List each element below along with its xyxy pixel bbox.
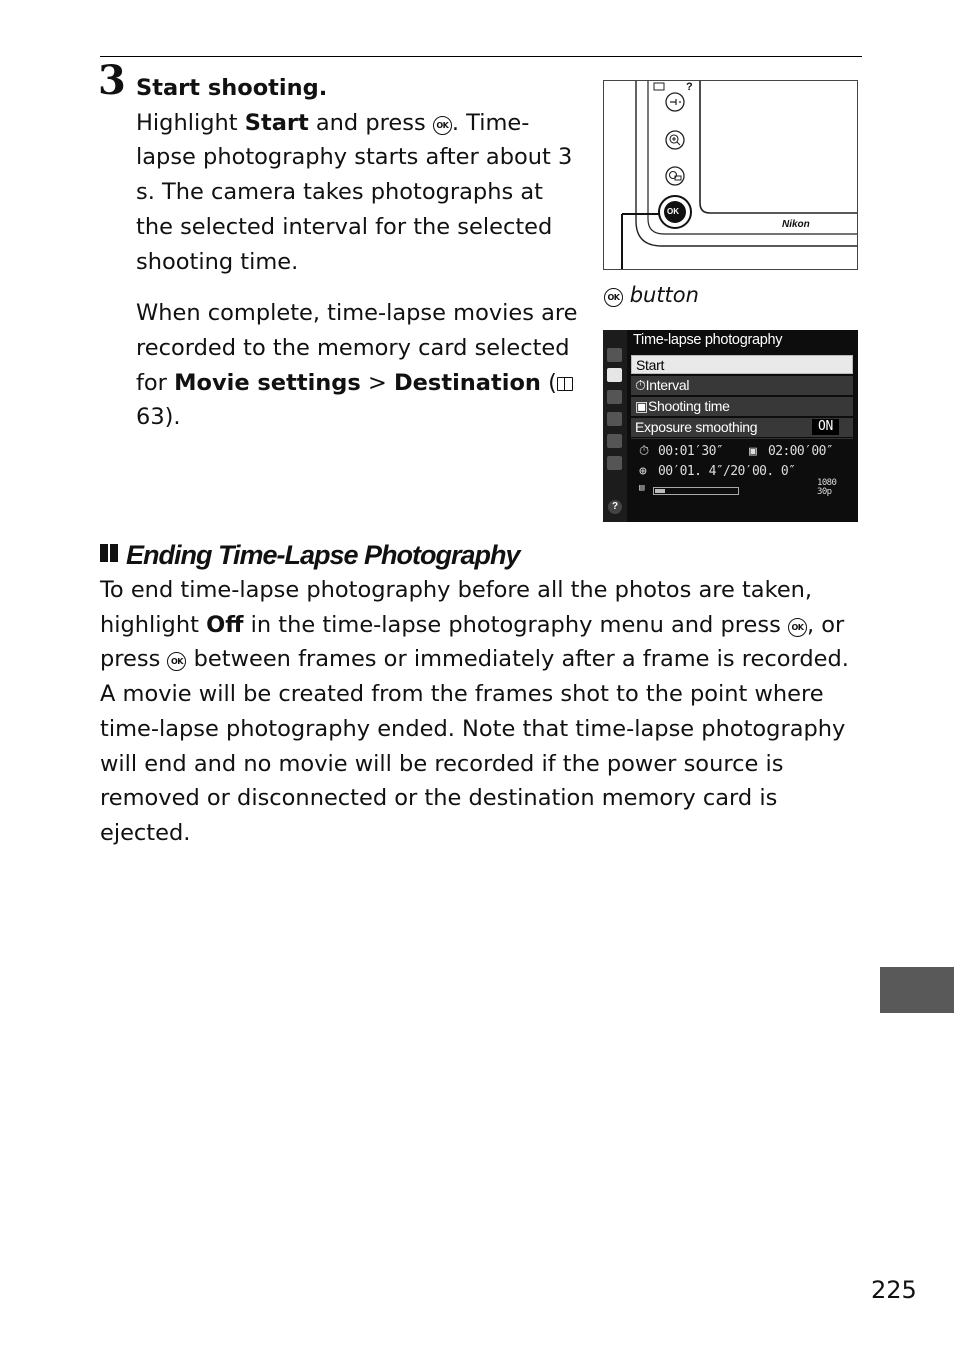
text: To end time-lapse photography before all the photos are taken, highlight xyxy=(100,577,813,638)
text: Highlight xyxy=(136,109,245,136)
time-lapse-info-panel xyxy=(631,438,853,501)
text: ( xyxy=(540,369,557,396)
time-lapse-menu-screen xyxy=(603,330,858,522)
shooting-menu-icon xyxy=(607,368,622,382)
memory-card-icon: ▤ xyxy=(639,483,644,493)
movie-length-value: 00′01. 4″/20′00. 0″ xyxy=(658,464,796,479)
text: 63). xyxy=(136,404,181,431)
camera-body-drawing xyxy=(604,81,858,270)
text: . Time-lapse photography starts after about 3 s. The camera takes photographs at the selected interval for the selected shooting time. xyxy=(136,109,573,275)
section-heading xyxy=(100,535,520,573)
menu-item-interval[interactable] xyxy=(631,376,853,395)
interval-icon: ⏱ xyxy=(639,444,649,459)
step-body xyxy=(136,71,586,435)
exposure-smoothing-value: ON xyxy=(812,419,839,435)
retouch-menu-icon xyxy=(607,434,622,448)
text: and press xyxy=(308,109,433,136)
custom-settings-icon xyxy=(607,390,622,404)
text: in the time-lapse photography menu and press xyxy=(243,611,788,638)
playback-menu-icon xyxy=(607,348,622,362)
book-reference-icon xyxy=(557,377,573,391)
help-button-label: ? xyxy=(686,81,693,93)
bold-movie-settings: Movie settings xyxy=(174,369,361,396)
section-heading-text: Ending Time-Lapse Photography xyxy=(126,540,520,570)
top-rule xyxy=(100,56,862,57)
menu-item-exposure-smoothing[interactable] xyxy=(631,418,853,437)
camera-back-illustration xyxy=(603,80,858,270)
bold-destination: Destination xyxy=(393,369,541,396)
ok-button-icon: OK xyxy=(604,288,623,307)
step-paragraph-2 xyxy=(136,296,586,435)
section-marker-icon xyxy=(100,535,120,571)
camera-caption xyxy=(604,283,699,307)
shooting-time-value: 02:00′00″ xyxy=(768,444,834,459)
brand-logo: Nikon xyxy=(782,219,810,230)
timer-icon: ⏱ xyxy=(635,377,646,393)
progress-bar xyxy=(653,487,739,495)
text: When complete, time-lapse movies are recorded to the memory card selected for xyxy=(136,300,578,396)
bold-start: Start xyxy=(244,109,309,136)
menu-item-label: Interval xyxy=(645,377,690,393)
text: between frames or immediately after a frame is recorded. A movie will be created from the frames shot to the point where time-lapse photography ended. Note that time-lapse photography will end and no movie will be recorded if the power source is removed or disconnected or the destination memory card is ejected. xyxy=(100,646,849,846)
menu-item-label: Exposure smoothing xyxy=(635,419,758,435)
section-body xyxy=(100,573,870,851)
my-menu-icon xyxy=(607,456,622,470)
interval-value: 00:01′30″ xyxy=(658,444,724,459)
step-title: Start shooting. xyxy=(136,75,328,101)
menu-item-start[interactable] xyxy=(631,355,853,374)
movie-format-value: 1080 30p xyxy=(817,478,837,497)
movie-length-icon: ⊕ xyxy=(639,464,647,479)
step-paragraph-1 xyxy=(136,71,586,279)
bold-off: Off xyxy=(206,611,244,638)
progress-fill xyxy=(655,489,665,493)
text: > xyxy=(360,369,394,396)
shooting-time-icon: ▣ xyxy=(749,444,757,459)
chapter-thumb-tab xyxy=(880,967,954,1013)
menu-title: Time-lapse photography xyxy=(633,332,783,348)
ok-button-icon: OK xyxy=(788,618,807,637)
help-icon: ? xyxy=(608,500,622,514)
page-number: 225 xyxy=(871,1276,917,1304)
ok-button-icon: OK xyxy=(167,652,186,671)
ok-button-icon: OK xyxy=(433,116,452,135)
ok-button-label: OK xyxy=(667,207,679,216)
step-number: 3 xyxy=(98,57,126,104)
shooting-time-icon: ▣ xyxy=(635,398,648,414)
menu-item-label: Start xyxy=(636,357,665,373)
menu-item-shooting-time[interactable] xyxy=(631,397,853,416)
text: , or press xyxy=(100,611,845,673)
setup-menu-icon xyxy=(607,412,622,426)
menu-item-label: Shooting time xyxy=(647,398,730,414)
caption-text: button xyxy=(629,283,699,307)
menu-sidebar xyxy=(603,330,627,522)
